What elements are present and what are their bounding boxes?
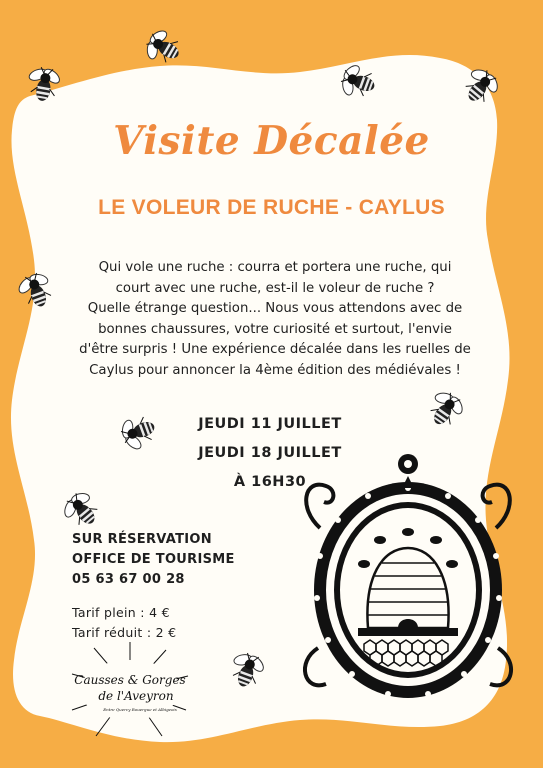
logo-line2: de l'Aveyron bbox=[98, 689, 174, 703]
reservation-phone: 05 63 67 00 28 bbox=[72, 572, 185, 587]
bee-icon bbox=[58, 485, 108, 535]
bee-icon bbox=[420, 385, 470, 435]
description bbox=[60, 258, 490, 381]
bee-icon bbox=[140, 22, 190, 72]
description-line: court avec une ruche, est-il le voleur de ruche ? bbox=[115, 280, 435, 296]
page-subtitle: LE VOLEUR DE RUCHE - CAYLUS bbox=[98, 196, 445, 219]
price-reduced: Tarif réduit : 2 € bbox=[72, 625, 177, 640]
beehive-emblem bbox=[298, 448, 526, 716]
description-line: d'être surpris ! Une expérience décalée dans les ruelles de bbox=[79, 342, 471, 357]
bee-icon bbox=[115, 405, 165, 455]
bee-icon bbox=[335, 56, 385, 106]
logo-line1: Causses & Gorges bbox=[74, 673, 186, 687]
reservation-office: OFFICE DE TOURISME bbox=[72, 552, 235, 567]
logo-tagline: Entre Quercy Rouergue et Albigeois bbox=[103, 707, 177, 712]
description-line: Quelle étrange question... Nous vous attendons avec de bbox=[87, 301, 463, 316]
bee-icon bbox=[455, 62, 505, 112]
description-line: bonnes chaussures, votre curiosité et surtout, l'envie bbox=[98, 321, 452, 337]
date-1: JEUDI 11 JUILLET bbox=[198, 416, 342, 432]
bee-icon bbox=[222, 646, 272, 696]
pricing bbox=[72, 603, 272, 643]
description-line: Qui vole une ruche : courra et portera une ruche, qui bbox=[98, 260, 452, 275]
date-2: JEUDI 18 JUILLET bbox=[198, 445, 342, 461]
causses-gorges-logo bbox=[66, 640, 194, 740]
bee-icon bbox=[20, 60, 70, 110]
reservation-info bbox=[72, 530, 302, 590]
price-full: Tarif plein : 4 € bbox=[72, 605, 170, 620]
time: À 16H30 bbox=[233, 474, 307, 490]
bee-icon bbox=[12, 266, 62, 316]
reservation-line: SUR RÉSERVATION bbox=[72, 532, 212, 547]
description-line: Caylus pour annoncer la 4ème édition des médiévales ! bbox=[89, 362, 461, 378]
page-title: Visite Décalée bbox=[113, 118, 430, 164]
